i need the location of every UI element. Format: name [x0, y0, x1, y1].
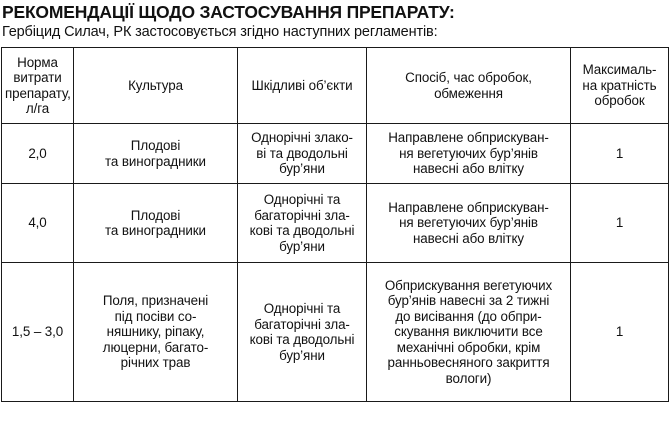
cell-rate: 2,0 [2, 124, 74, 184]
table-row [2, 263, 669, 402]
intro-text: Гербіцид Силач, РК застосовується згідно наступних регламентів: [2, 24, 438, 40]
header-crop: Культура [74, 48, 238, 124]
cell-max-treatments: 1 [571, 263, 669, 402]
document-page [1, 0, 669, 402]
cell-target: Однорічні та багаторічні зла- кові та дводольні бур’яни [238, 184, 367, 263]
cell-target: Однорічні та багаторічні зла- кові та дводольні бур’яни [238, 263, 367, 402]
cell-method: Обприскування вегетуючих бур’янів навесні за 2 тижні до висівання (до обпри- скування виключити все механічні обробки, крім ранньовесняного закриття вологи) [367, 263, 571, 402]
cell-crop: Плодові та виноградники [74, 184, 238, 263]
header-rate: Норма витрати препарату, л/га [2, 48, 74, 124]
header-max-treatments: Максималь- на кратність обробок [571, 48, 669, 124]
cell-crop: Плодові та виноградники [74, 124, 238, 184]
cell-max-treatments: 1 [571, 124, 669, 184]
cell-rate: 1,5 – 3,0 [2, 263, 74, 402]
header-target: Шкідливі об’єкти [238, 48, 367, 124]
cell-crop: Поля, призначені під посіви со- няшнику, ріпаку, люцерни, багато- річних трав [74, 263, 238, 402]
table-row [2, 124, 669, 184]
cell-max-treatments: 1 [571, 184, 669, 263]
table-row [2, 184, 669, 263]
cell-rate: 4,0 [2, 184, 74, 263]
regulations-table [1, 47, 669, 402]
cell-method: Направлене обприскуван- ня вегетуючих бур’янів навесні або влітку [367, 184, 571, 263]
table-header-row [2, 48, 669, 124]
cell-target: Однорічні злако- ві та дводольні бур’яни [238, 124, 367, 184]
header-method: Спосіб, час обробок, обмеження [367, 48, 571, 124]
section-heading: РЕКОМЕНДАЦІЇ ЩОДО ЗАСТОСУВАННЯ ПРЕПАРАТУ: [2, 2, 455, 22]
cell-method: Направлене обприскуван- ня вегетуючих бур’янів навесні або влітку [367, 124, 571, 184]
